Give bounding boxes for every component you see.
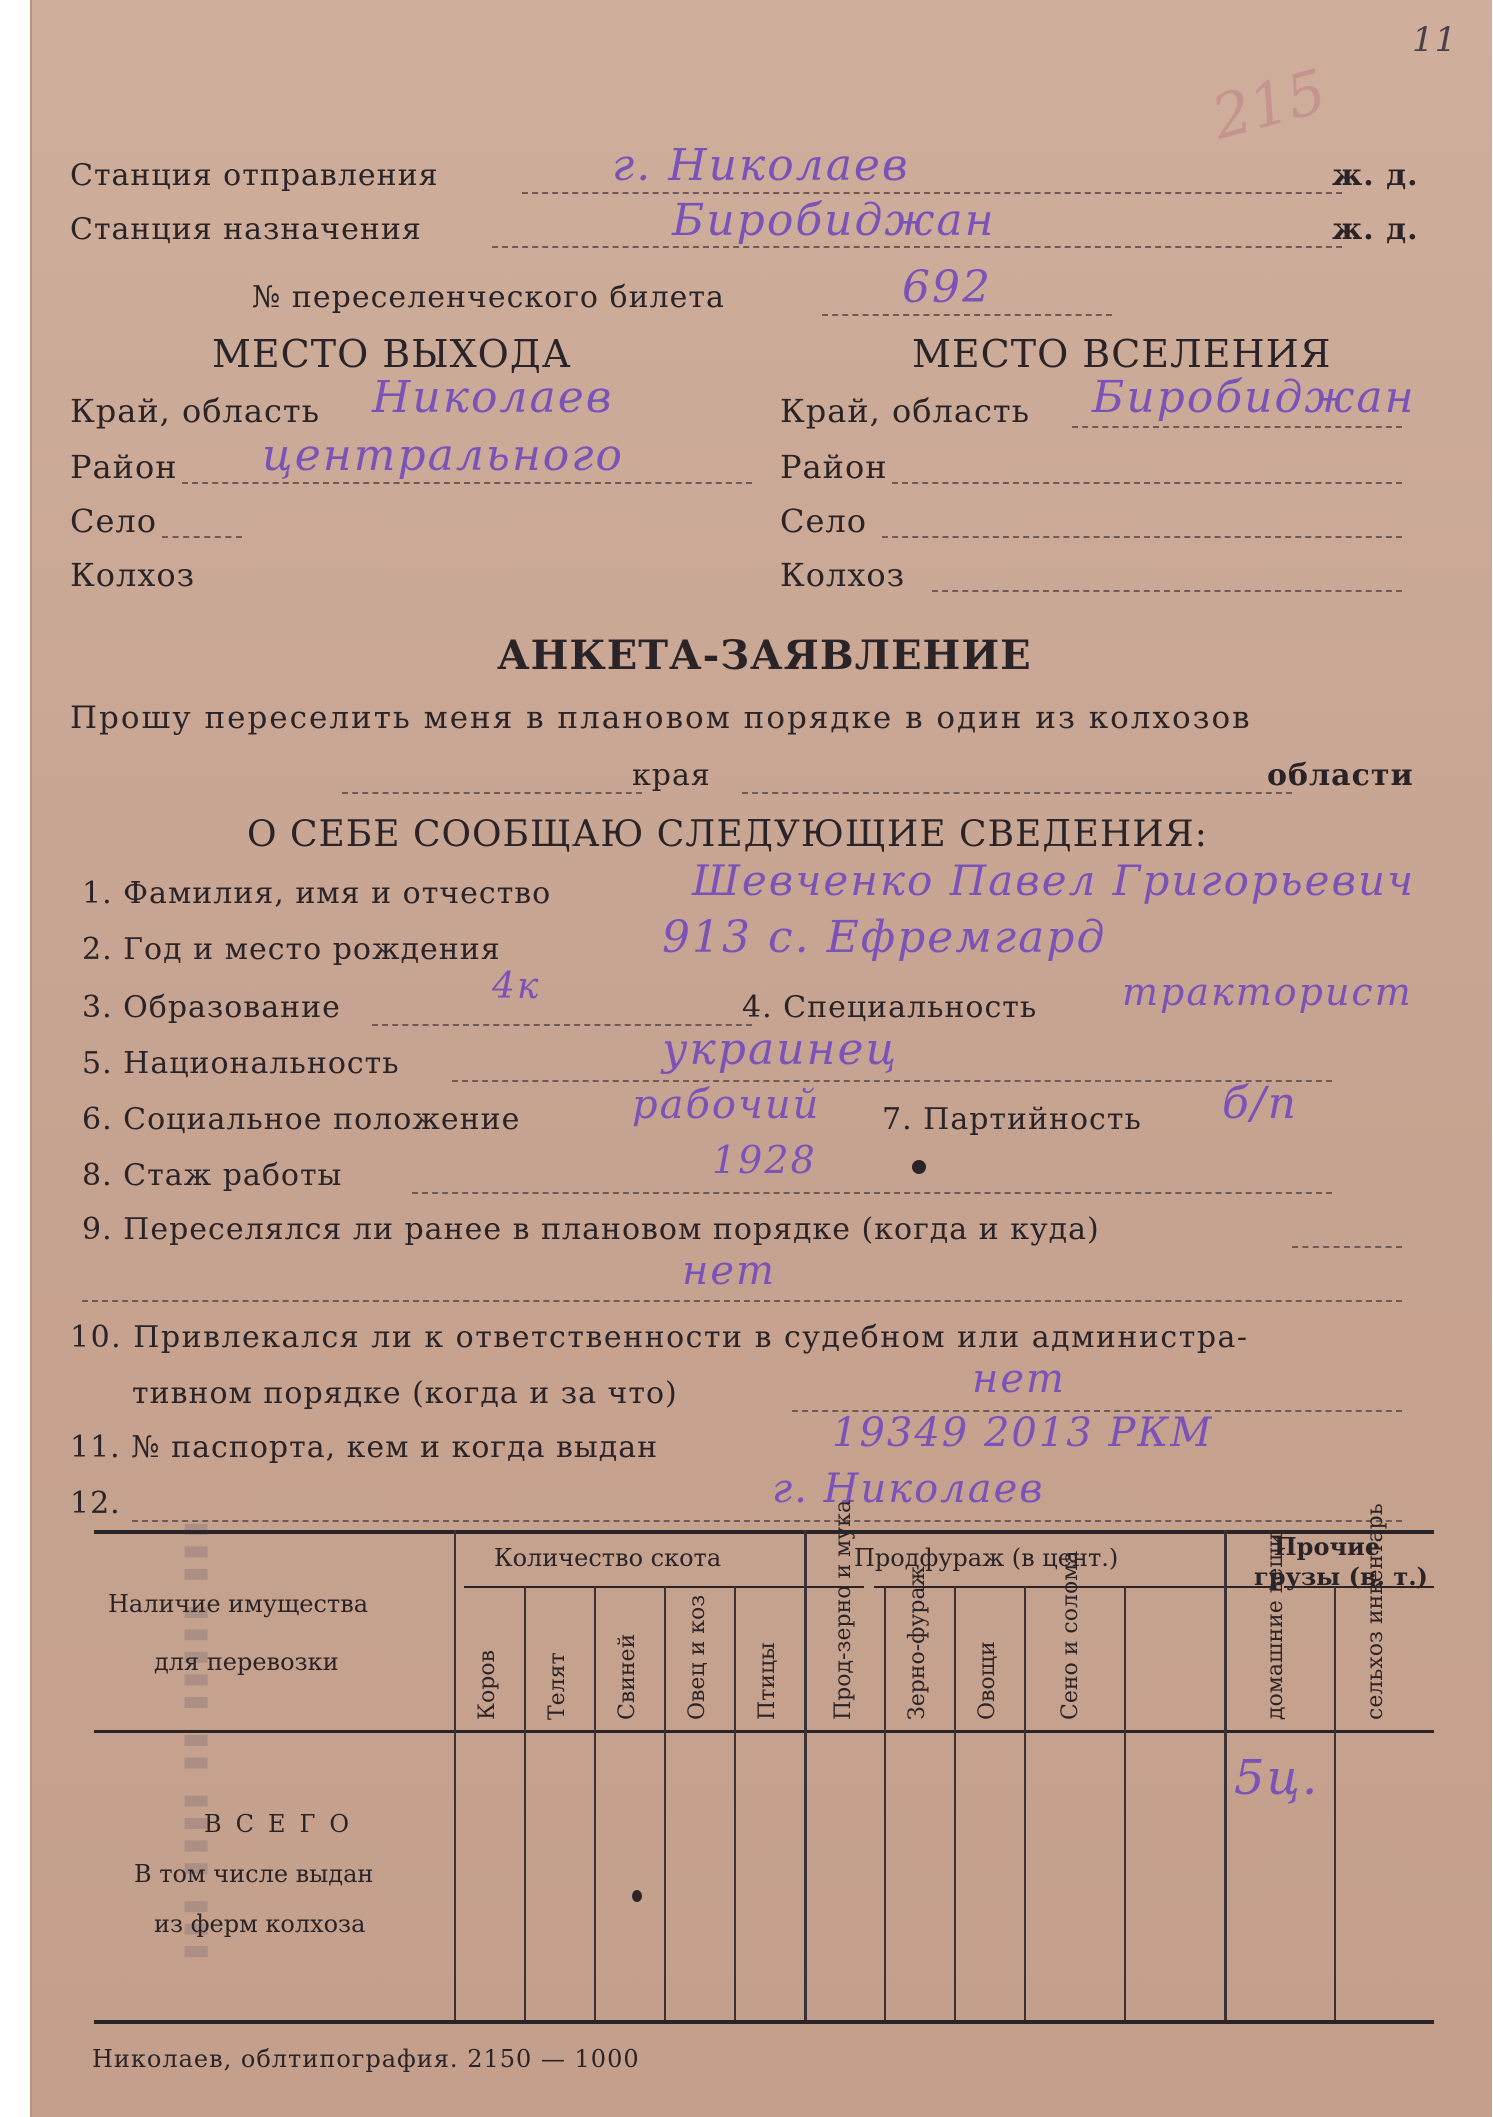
origin-village-label: Село [70, 502, 158, 540]
table-vline [1024, 1586, 1026, 2020]
col-pigs: Свиней [615, 1633, 640, 1720]
group-livestock: Количество скота [494, 1544, 722, 1572]
col-cows: Коров [475, 1650, 500, 1720]
table-bottom-rule [94, 2020, 1434, 2024]
origin-village-line [162, 536, 242, 538]
field-10-label-a: 10. Привлекался ли к ответственности в судебном или администра- [70, 1320, 1249, 1355]
field-9-label: 9. Переселялся ли ранее в плановом порядке (когда и куда) [82, 1212, 1100, 1247]
field-2-label: 2. Год и место рождения [82, 932, 501, 967]
dest-region-line [1072, 426, 1402, 428]
departure-value: г. Николаев [612, 140, 910, 191]
table-vline [594, 1586, 596, 2020]
departure-line [522, 192, 1342, 194]
origin-district-line [182, 482, 752, 484]
field-2-value: 913 с. Ефремгард [662, 912, 1107, 963]
field-6-value: рабочий [632, 1082, 821, 1128]
col-vegetables: Овощи [975, 1641, 1000, 1720]
table-vline [1124, 1586, 1126, 2020]
destination-line [492, 246, 1342, 248]
field-10-label-b: тивном порядке (когда и за что) [132, 1376, 678, 1411]
household-value: 5ц. [1234, 1750, 1320, 1806]
origin-region-label: Край, область [70, 392, 320, 430]
imprint: Николаев, облтипография. 2150 — 1000 [92, 2045, 640, 2073]
incl-label-a: В том числе выдан [134, 1860, 374, 1888]
form-title: АНКЕТА-ЗАЯВЛЕНИЕ [497, 632, 1032, 679]
table-vline [1334, 1586, 1336, 2020]
field-3-label: 3. Образование [82, 990, 341, 1025]
oblast-label: области [1267, 758, 1414, 793]
total-label: ВСЕГО [204, 1810, 364, 1838]
property-table [94, 1499, 1434, 2030]
table-vline [454, 1530, 456, 2020]
group-fodder: Продфураж (в цент.) [854, 1544, 1119, 1572]
field-4-value: тракторист [1122, 970, 1413, 1014]
row-header-a: Наличие имущества [108, 1590, 369, 1618]
origin-heading: МЕСТО ВЫХОДА [212, 332, 572, 376]
col-hay: Сено и солома [1058, 1550, 1083, 1720]
field-8-label: 8. Стаж работы [82, 1158, 343, 1193]
ticket-label: № переселенческого билета [252, 280, 725, 315]
field-11-value: 19349 2013 РКМ [832, 1410, 1214, 1456]
field-12-value: г. Николаев [772, 1466, 1045, 1512]
ticket-line [822, 314, 1112, 316]
field-9-value: нет [682, 1248, 776, 1294]
dest-region-label: Край, область [780, 392, 1030, 430]
field-11-label: 11. № паспорта, кем и когда выдан [70, 1430, 659, 1465]
field-5-line [452, 1080, 1332, 1082]
field-12-line [132, 1520, 1402, 1522]
dest-village-line [882, 536, 1402, 538]
field-6-label: 6. Социальное положение [82, 1102, 521, 1137]
field-8-value: 1928 [712, 1138, 817, 1182]
dest-village-label: Село [780, 502, 868, 540]
dest-district-label: Район [780, 448, 888, 486]
field-1-value: Шевченко Павел Григорьевич [692, 856, 1416, 905]
table-top-rule [94, 1530, 1434, 1534]
field-5-label: 5. Национальность [82, 1046, 400, 1081]
departure-label: Станция отправления [70, 158, 439, 193]
table-vline [954, 1586, 956, 2020]
col-calves: Телят [545, 1652, 570, 1720]
field-4-label: 4. Специальность [742, 990, 1038, 1025]
field-3-value: 4к [492, 966, 541, 1007]
rail-suffix-2: ж. д. [1332, 212, 1419, 247]
destination-heading: МЕСТО ВСЕЛЕНИЯ [912, 332, 1332, 376]
field-8-line [412, 1192, 1332, 1194]
group-other-a: Прочие [1274, 1532, 1381, 1561]
red-mark: 215 [1204, 56, 1334, 154]
destination-label: Станция назначения [70, 212, 422, 247]
ticket-value: 692 [902, 262, 992, 313]
destination-value: Биробиджан [672, 195, 996, 246]
field-7-value: б/п [1222, 1078, 1299, 1129]
ink-dot [912, 1160, 926, 1174]
rail-suffix-1: ж. д. [1332, 158, 1419, 193]
oblast-line [742, 792, 1292, 794]
page-number: 11 [1412, 20, 1458, 60]
krai-label: края [632, 758, 711, 793]
table-vline [1224, 1530, 1227, 2020]
table-vline [524, 1586, 526, 2020]
field-7-label: 7. Партийность [882, 1102, 1142, 1137]
dest-kolkhoz-label: Колхоз [780, 556, 906, 594]
archive-stamp-strip: ▮▮▮ ▮▮▮▮ ▮▮ ▮▮▮▮▮ ▮▮▮ [177, 1515, 212, 1960]
row-header-b: для перевозки [154, 1648, 339, 1676]
group-other-b: грузы (в. т.) [1254, 1562, 1428, 1591]
table-vline [664, 1586, 666, 2020]
col-grain: Прод-зерно и мука [831, 1499, 856, 1720]
field-10-value: нет [972, 1356, 1066, 1402]
krai-line [342, 792, 642, 794]
field-1-label: 1. Фамилия, имя и отчество [82, 876, 552, 911]
origin-district-value: центрального [262, 430, 625, 481]
table-vline [734, 1586, 736, 2020]
dest-district-line [892, 482, 1402, 484]
col-household: домашние вещи [1263, 1532, 1288, 1720]
request-line: Прошу переселить меня в плановом порядке в один из колхозов [70, 700, 1252, 736]
table-vline [804, 1530, 807, 2020]
field-12-label: 12. [70, 1486, 121, 1521]
field-5-value: украинец [662, 1024, 899, 1075]
table-header-rule [94, 1730, 1434, 1733]
table-vline [884, 1586, 886, 2020]
col-sheep: Овец и коз [685, 1594, 710, 1720]
origin-district-label: Район [70, 448, 178, 486]
ink-dot [632, 1890, 642, 1902]
col-inventory: сельхоз инвентарь [1363, 1503, 1388, 1720]
field-9-line-b [82, 1300, 1402, 1302]
origin-kolkhoz-label: Колхоз [70, 556, 196, 594]
incl-label-b: из ферм колхоза [154, 1910, 366, 1938]
col-poultry: Птицы [755, 1642, 780, 1720]
info-heading: О СЕБЕ СООБЩАЮ СЛЕДУЮЩИЕ СВЕДЕНИЯ: [247, 814, 1208, 855]
dest-kolkhoz-line [932, 590, 1402, 592]
origin-region-value: Николаев [372, 372, 614, 423]
form-sheet [30, 0, 1492, 2117]
dest-region-value: Биробиджан [1092, 372, 1416, 423]
col-fodder: Зерно-фураж [905, 1566, 930, 1720]
field-9-line-a [1292, 1246, 1402, 1248]
